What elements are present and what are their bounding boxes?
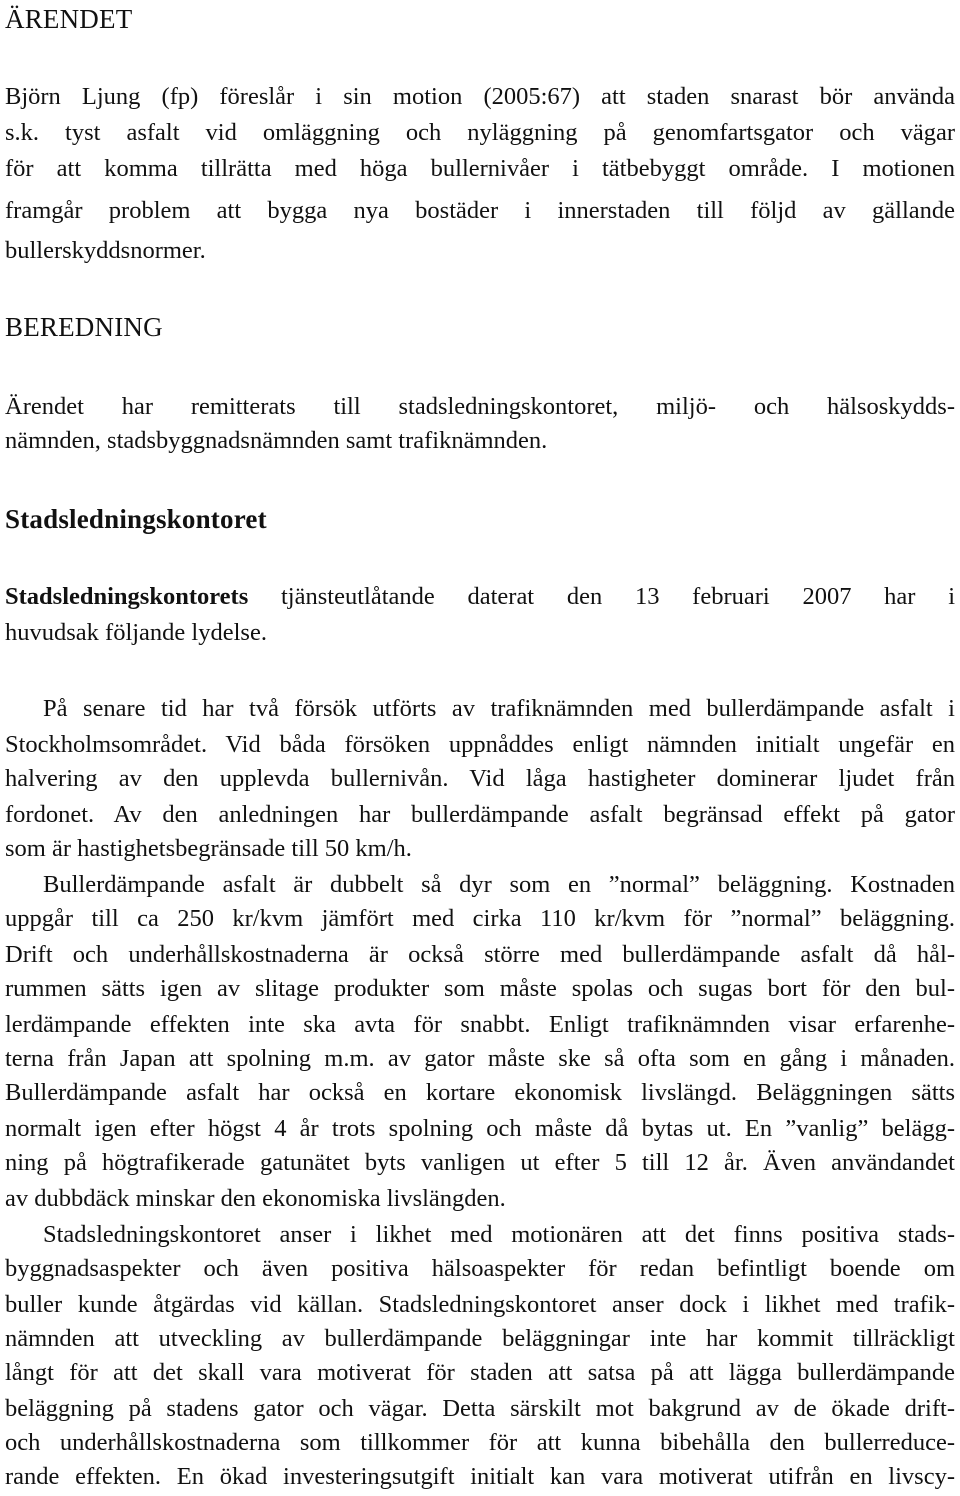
paragraph-line: beläggning på stadens gator och vägar. Detta särskilt mot bakgrund av de ökade drift- xyxy=(5,1395,955,1422)
paragraph-line: lerdämpande effekten inte ska avta för snabbt. Enligt trafiknämnden visar erfarenhe- xyxy=(5,1011,955,1038)
section-heading-beredning: BEREDNING xyxy=(5,312,163,342)
paragraph-line: Stockholmsområdet. Vid båda försöken uppnåddes enligt nämnden initialt ungefär en xyxy=(5,731,955,758)
paragraph-line: Björn Ljung (fp) föreslår i sin motion (2005:67) att staden snarast bör använda xyxy=(5,83,955,110)
bold-lead: Stadsledningskontorets xyxy=(5,583,249,610)
paragraph-line: och underhållskostnaderna som tillkommer för att kunna bibehålla den bullerreduce- xyxy=(5,1429,955,1456)
paragraph-line: Bullerdämpande asfalt är dubbelt så dyr som en ”normal” beläggning. Kostnaden xyxy=(43,871,955,898)
paragraph-line: huvudsak följande lydelse. xyxy=(5,619,267,646)
paragraph-line: nämnden att utveckling av bullerdämpande beläggningar inte har kommit tillräckligt xyxy=(5,1325,955,1352)
paragraph-line: normalt igen efter högst 4 år trots spolning och måste då bytas ut. En ”vanlig” belägg- xyxy=(5,1115,955,1142)
paragraph-line: terna från Japan att spolning m.m. av gator måste ske så ofta som en gång i månaden. xyxy=(5,1045,955,1072)
paragraph-line: rande effekten. En ökad investeringsutgift initialt kan vara motiverat utifrån en livscy- xyxy=(5,1463,955,1490)
paragraph-line: Drift och underhållskostnaderna är också större med bullerdämpande asfalt då hål- xyxy=(5,941,955,968)
paragraph-line: nämnden, stadsbyggnadsnämnden samt trafiknämnden. xyxy=(5,427,548,454)
paragraph-line: för att komma tillrätta med höga bullernivåer i tätbebyggt område. I motionen xyxy=(5,155,955,182)
paragraph-line: Bullerdämpande asfalt har också en kortare ekonomisk livslängd. Beläggningen sätts xyxy=(5,1079,955,1106)
paragraph-line: s.k. tyst asfalt vid omläggning och nyläggning på genomfartsgator och vägar xyxy=(5,119,955,146)
paragraph-line: bullerskyddsnormer. xyxy=(5,237,206,264)
paragraph-line: På senare tid har två försök utförts av trafiknämnden med bullerdämpande asfalt i xyxy=(43,695,955,722)
section-heading-arendet: ÄRENDET xyxy=(5,4,133,34)
paragraph-line: fordonet. Av den anledningen har bullerdämpande asfalt begränsad effekt på gator xyxy=(5,801,955,828)
paragraph-line: ning på högtrafikerade gatunätet byts vanligen ut efter 5 till 12 år. Även användandet xyxy=(5,1149,955,1176)
paragraph-line xyxy=(5,580,955,614)
paragraph-line: buller kunde åtgärdas vid källan. Stadsledningskontoret anser dock i likhet med trafik- xyxy=(5,1291,955,1318)
paragraph-line: av dubbdäck minskar den ekonomiska livslängden. xyxy=(5,1185,506,1212)
section-heading-stadsledningskontoret: Stadsledningskontoret xyxy=(5,504,267,534)
paragraph-line: Ärendet har remitterats till stadsledningskontoret, miljö- och hälsoskydds- xyxy=(5,393,955,420)
paragraph-line: Stadsledningskontoret anser i likhet med motionären att det finns positiva stads- xyxy=(43,1221,955,1248)
paragraph-line: långt för att det skall vara motiverat för staden att satsa på att lägga bullerdämpande xyxy=(5,1359,955,1386)
paragraph-line: byggnadsaspekter och även positiva hälsoaspekter för redan befintligt boende om xyxy=(5,1255,955,1282)
paragraph-line: som är hastighetsbegränsade till 50 km/h. xyxy=(5,835,412,862)
paragraph-line: rummen sätts igen av slitage produkter som måste spolas och sugas bort för den bul- xyxy=(5,975,955,1002)
paragraph-line: uppgår till ca 250 kr/kvm jämfört med cirka 110 kr/kvm för ”normal” beläggning. xyxy=(5,905,955,932)
text-run: tjänsteutlåtande daterat den 13 februari 2007 har i xyxy=(248,583,955,610)
paragraph-line: framgår problem att bygga nya bostäder i innerstaden till följd av gällande xyxy=(5,197,955,224)
paragraph-line: halvering av den upplevda bullernivån. Vid låga hastigheter dominerar ljudet från xyxy=(5,765,955,792)
